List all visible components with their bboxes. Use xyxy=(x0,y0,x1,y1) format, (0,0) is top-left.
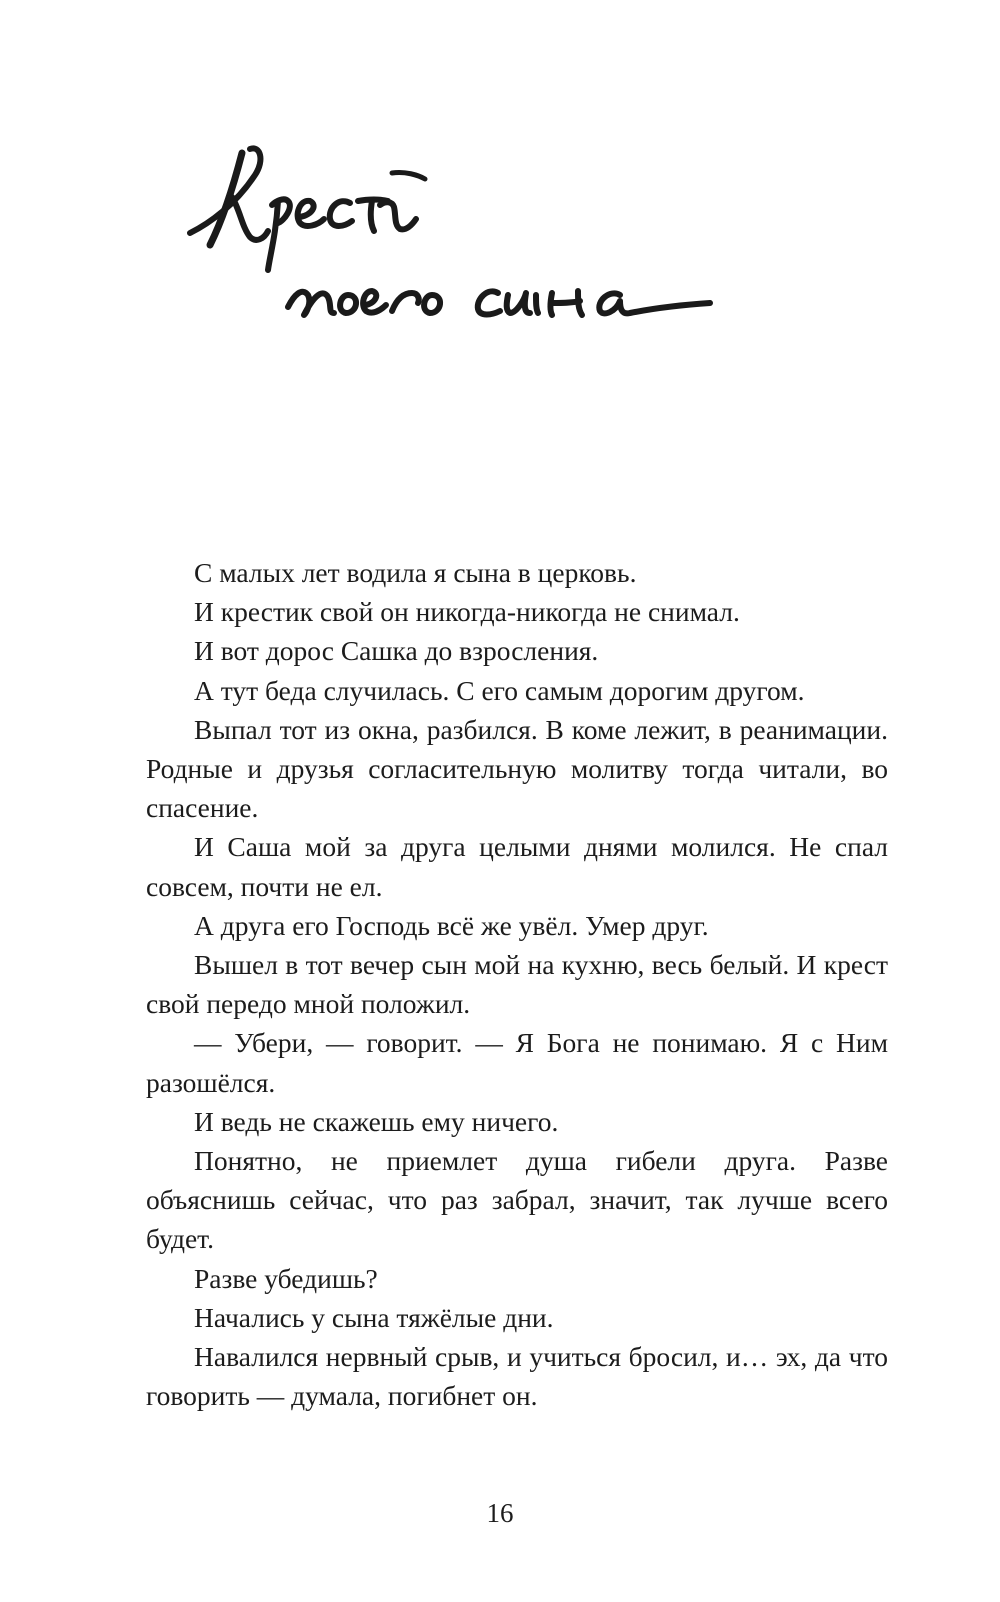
paragraph: А тут беда случилась. С его самым дорогим другом. xyxy=(194,674,805,706)
page-number: 16 xyxy=(486,1498,514,1528)
paragraph: Начались у сына тяжёлые дни. xyxy=(194,1301,554,1333)
paragraph: — Убери, — говорит. — Я Бога не понимаю. Я с Ним разошёлся. xyxy=(146,1027,888,1098)
paragraph: Понятно, не приемлет душа гибели друга. Разве объяснишь сейчас, что раз забрал, значит, так лучше всего будет. xyxy=(146,1145,888,1255)
paragraph: Навалился нервный срыв, и учиться бросил, и… эх, да что говорить — думала, погибнет он. xyxy=(146,1341,888,1412)
paragraph: И крестик свой он никогда-никогда не снимал. xyxy=(194,596,740,628)
paragraph: И вот дорос Сашка до взросления. xyxy=(194,635,599,667)
paragraph: Вышел в тот вечер сын мой на кухню, весь белый. И крест свой передо мной положил. xyxy=(146,949,888,1020)
paragraph: С малых лет водила я сына в церковь. xyxy=(194,557,637,588)
paragraph: И Саша мой за друга целыми днями молился. Не спал совсем, почти не ел. xyxy=(146,831,888,902)
paragraph: Выпал тот из окна, разбился. В коме лежит, в реанимации. Родные и друзья согласительную молитву тогда читали, во спасение. xyxy=(146,713,888,824)
paragraph: Разве убедишь? xyxy=(194,1262,378,1294)
body-text xyxy=(146,553,888,1415)
paragraph: И ведь не скажешь ему ничего. xyxy=(194,1105,559,1137)
handwritten-title-art xyxy=(180,135,740,350)
paragraph: А друга его Господь всё же увёл. Умер друг. xyxy=(194,909,709,941)
